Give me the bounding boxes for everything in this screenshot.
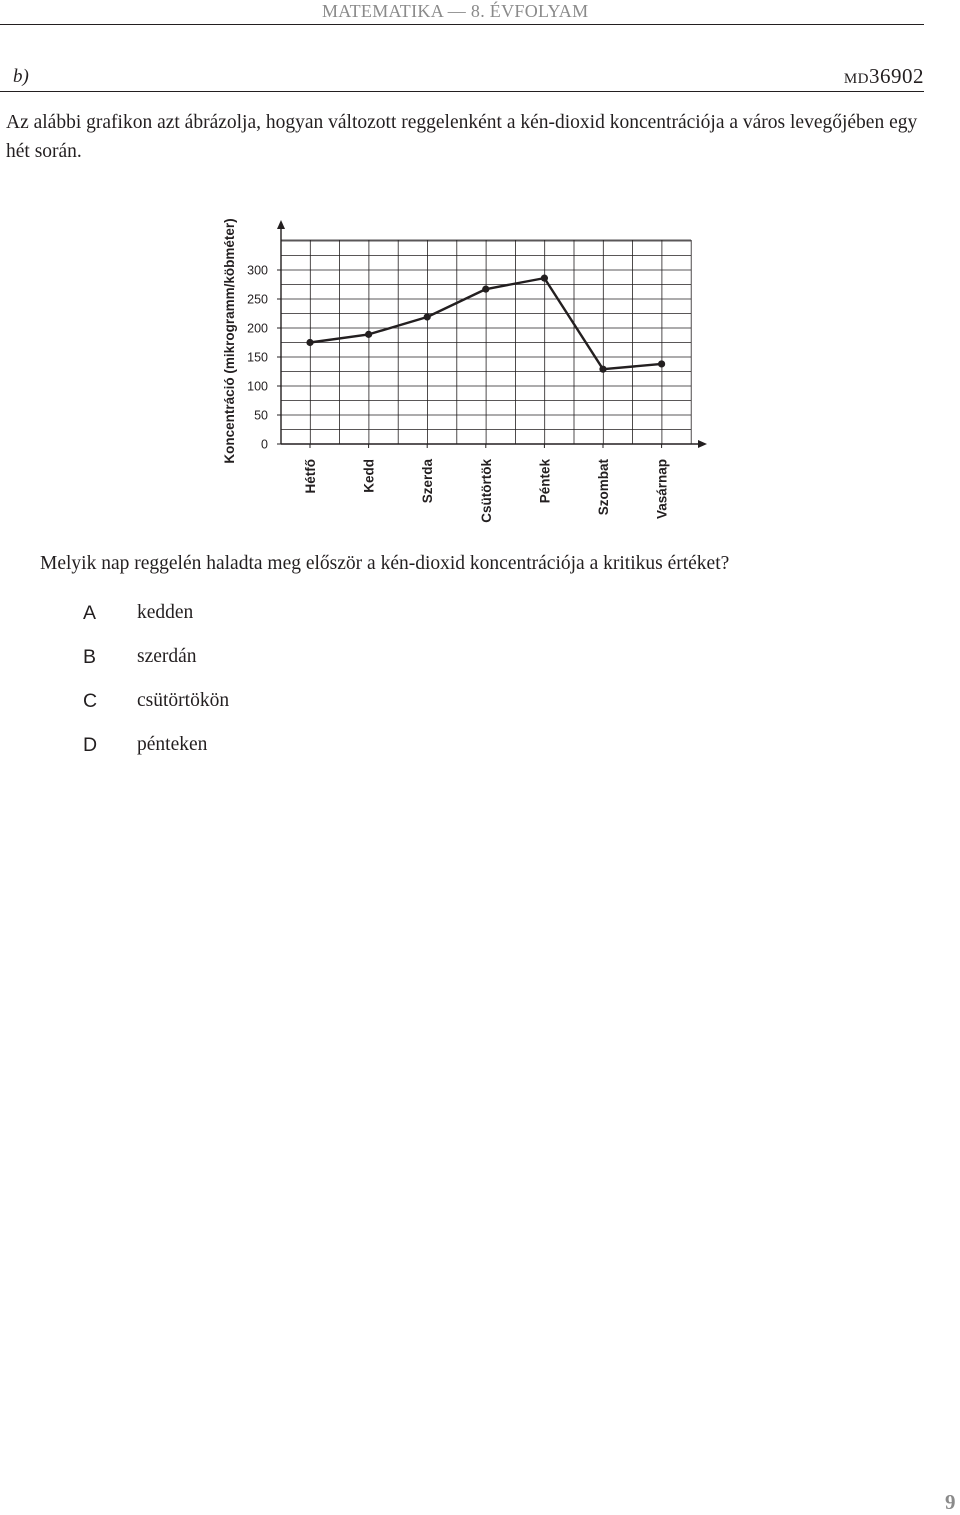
x-tick-label: Szombat [596, 459, 611, 516]
running-title: MATEMATIKA — 8. ÉVFOLYAM [322, 1, 589, 21]
data-point-vasárnap [658, 360, 665, 367]
question-text: Melyik nap reggelén haladta meg először a kén-dioxid koncentrációja a kritikus értéket? [40, 553, 730, 574]
option-text: szerdán [137, 646, 197, 667]
x-tick-label: Szerda [420, 459, 436, 504]
y-axis-label: Koncentráció (mikrogramm/köbméter) [222, 218, 237, 464]
option-letter: B [83, 646, 97, 668]
option-text: csütörtökön [137, 690, 230, 711]
data-point-péntek [541, 275, 548, 282]
x-tick-label: Csütörtök [478, 459, 494, 523]
y-tick-label: 150 [247, 350, 268, 365]
task-code: md36902 [843, 64, 924, 88]
data-point-szombat [599, 366, 606, 373]
y-tick-label: 250 [247, 292, 268, 307]
x-tick-label: Vasárnap [654, 459, 670, 520]
option-letter: A [83, 602, 97, 624]
task-label: b) [13, 66, 29, 87]
y-tick-label: 200 [247, 321, 268, 336]
intro-text: Az alábbi grafikon azt ábrázolja, hogyan változott reggelenként a kén-dioxid koncentrációja a város levegőjében egy hét során. [6, 112, 918, 162]
y-tick-label: 100 [247, 379, 268, 394]
y-tick-label: 300 [247, 263, 268, 278]
page-number: 9 [945, 1490, 956, 1514]
data-point-hétfő [306, 339, 313, 346]
x-tick-label: Péntek [537, 459, 553, 504]
data-point-csütörtök [482, 286, 489, 293]
y-tick-label: 0 [261, 437, 268, 452]
data-point-szerda [424, 313, 431, 320]
x-axis-arrow [698, 440, 707, 448]
option-text: pénteken [137, 734, 208, 755]
x-tick-label: Kedd [361, 459, 377, 493]
option-letter: C [83, 690, 98, 712]
x-tick-label: Hétfő [303, 459, 318, 494]
y-tick-label: 50 [254, 408, 268, 423]
option-letter: D [83, 734, 98, 756]
data-point-kedd [365, 331, 372, 338]
concentration-chart [0, 0, 960, 540]
option-text: kedden [137, 602, 194, 623]
y-axis-arrow [277, 220, 285, 229]
